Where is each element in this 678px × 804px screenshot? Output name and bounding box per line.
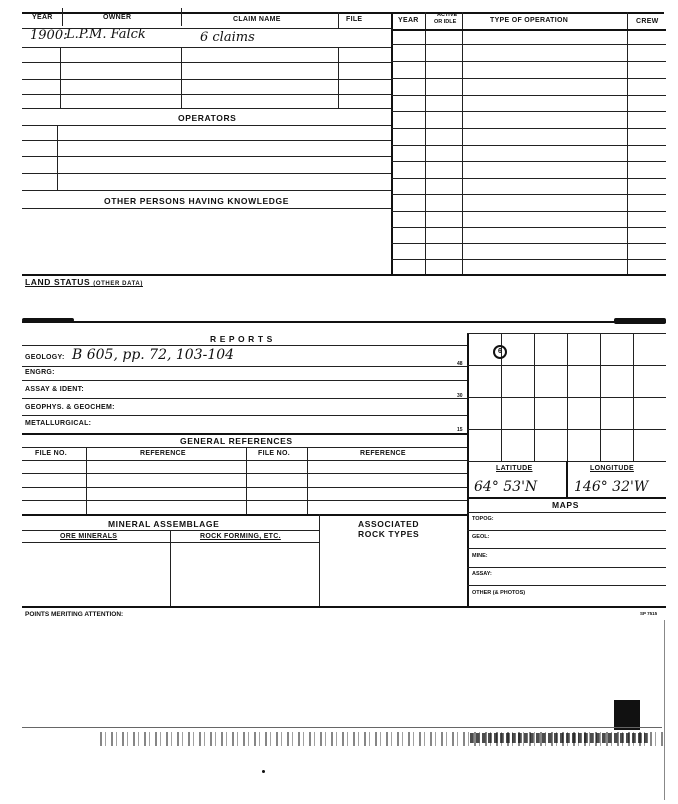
scan-dot: [262, 770, 265, 773]
associated-rock-types-1: ASSOCIATED: [358, 519, 420, 529]
header-type-of-operation: TYPE OF OPERATION: [490, 17, 569, 24]
header-year-2: YEAR: [398, 17, 419, 24]
report-metallurgical-label: METALLURGICAL:: [25, 420, 92, 427]
general-references-heading: GENERAL REFERENCES: [180, 436, 293, 446]
report-metallurgical-code: 15: [457, 427, 463, 433]
points-meriting-attention: POINTS MERITING ATTENTION:: [25, 611, 124, 618]
report-geology-label: GEOLOGY:: [25, 354, 65, 361]
operators-heading: OPERATORS: [178, 113, 237, 123]
location-grid: [467, 333, 666, 461]
owner-entry-year: 1900:: [30, 28, 68, 43]
header-claim-name: CLAIM NAME: [233, 16, 281, 23]
report-geology-entry: B 605, pp. 72, 103-104: [72, 347, 235, 363]
owner-entry-name: L.P.M. Falck: [66, 27, 146, 42]
land-status-label: LAND STATUS: [25, 277, 91, 287]
header-file: FILE: [346, 16, 363, 23]
report-engrg-label: ENGRG:: [25, 369, 55, 376]
report-geology-code: 48: [457, 361, 463, 367]
maps-assay: ASSAY:: [472, 571, 492, 577]
report-assay-label: ASSAY & IDENT:: [25, 386, 85, 393]
maps-other: OTHER (& PHOTOS): [472, 590, 526, 596]
header-year: YEAR: [32, 14, 53, 21]
maps-geol: GEOL:: [472, 534, 490, 540]
latitude-label: LATITUDE: [496, 465, 533, 472]
latitude-value: 64° 53'N: [474, 479, 538, 495]
associated-rock-types-2: ROCK TYPES: [358, 529, 420, 539]
maps-heading: MAPS: [552, 500, 579, 510]
longitude-label: LONGITUDE: [590, 465, 634, 472]
land-status-sub: (OTHER DATA): [93, 281, 143, 287]
section-marker: [493, 345, 507, 359]
mineral-assemblage-heading: MINERAL ASSEMBLAGE: [108, 519, 220, 529]
reports-heading: R E P O R T S: [210, 334, 273, 344]
maps-mine: MINE:: [472, 553, 488, 559]
owner-entry-claims: 6 claims: [200, 30, 255, 45]
header-crew: CREW: [636, 18, 659, 25]
genref-col-file-1: FILE NO.: [35, 450, 67, 457]
longitude-value: 146° 32'W: [574, 479, 649, 495]
genref-col-reference-2: REFERENCE: [360, 450, 406, 457]
header-active: ACTIVE: [437, 12, 458, 18]
other-persons-heading: OTHER PERSONS HAVING KNOWLEDGE: [104, 196, 290, 206]
report-geophys-label: GEOPHYS. & GEOCHEM:: [25, 404, 115, 411]
ore-minerals-col: ORE MINERALS: [60, 533, 118, 540]
header-owner: OWNER: [103, 14, 132, 21]
genref-col-reference-1: REFERENCE: [140, 450, 186, 457]
report-assay-code: 30: [457, 393, 463, 399]
rock-forming-col: ROCK FORMING, ETC.: [200, 533, 281, 540]
section-marker-number: 6: [498, 348, 502, 355]
header-or-idle: OR IDLE: [434, 19, 457, 25]
scan-smear-right: [614, 318, 666, 324]
maps-topog: TOPOG:: [472, 516, 494, 522]
genref-col-file-2: FILE NO.: [258, 450, 290, 457]
form-number: SP 7515: [640, 611, 658, 616]
scan-noise-heavy: [470, 733, 650, 743]
scan-dark-block: [614, 700, 640, 730]
land-status-heading: [25, 277, 143, 287]
